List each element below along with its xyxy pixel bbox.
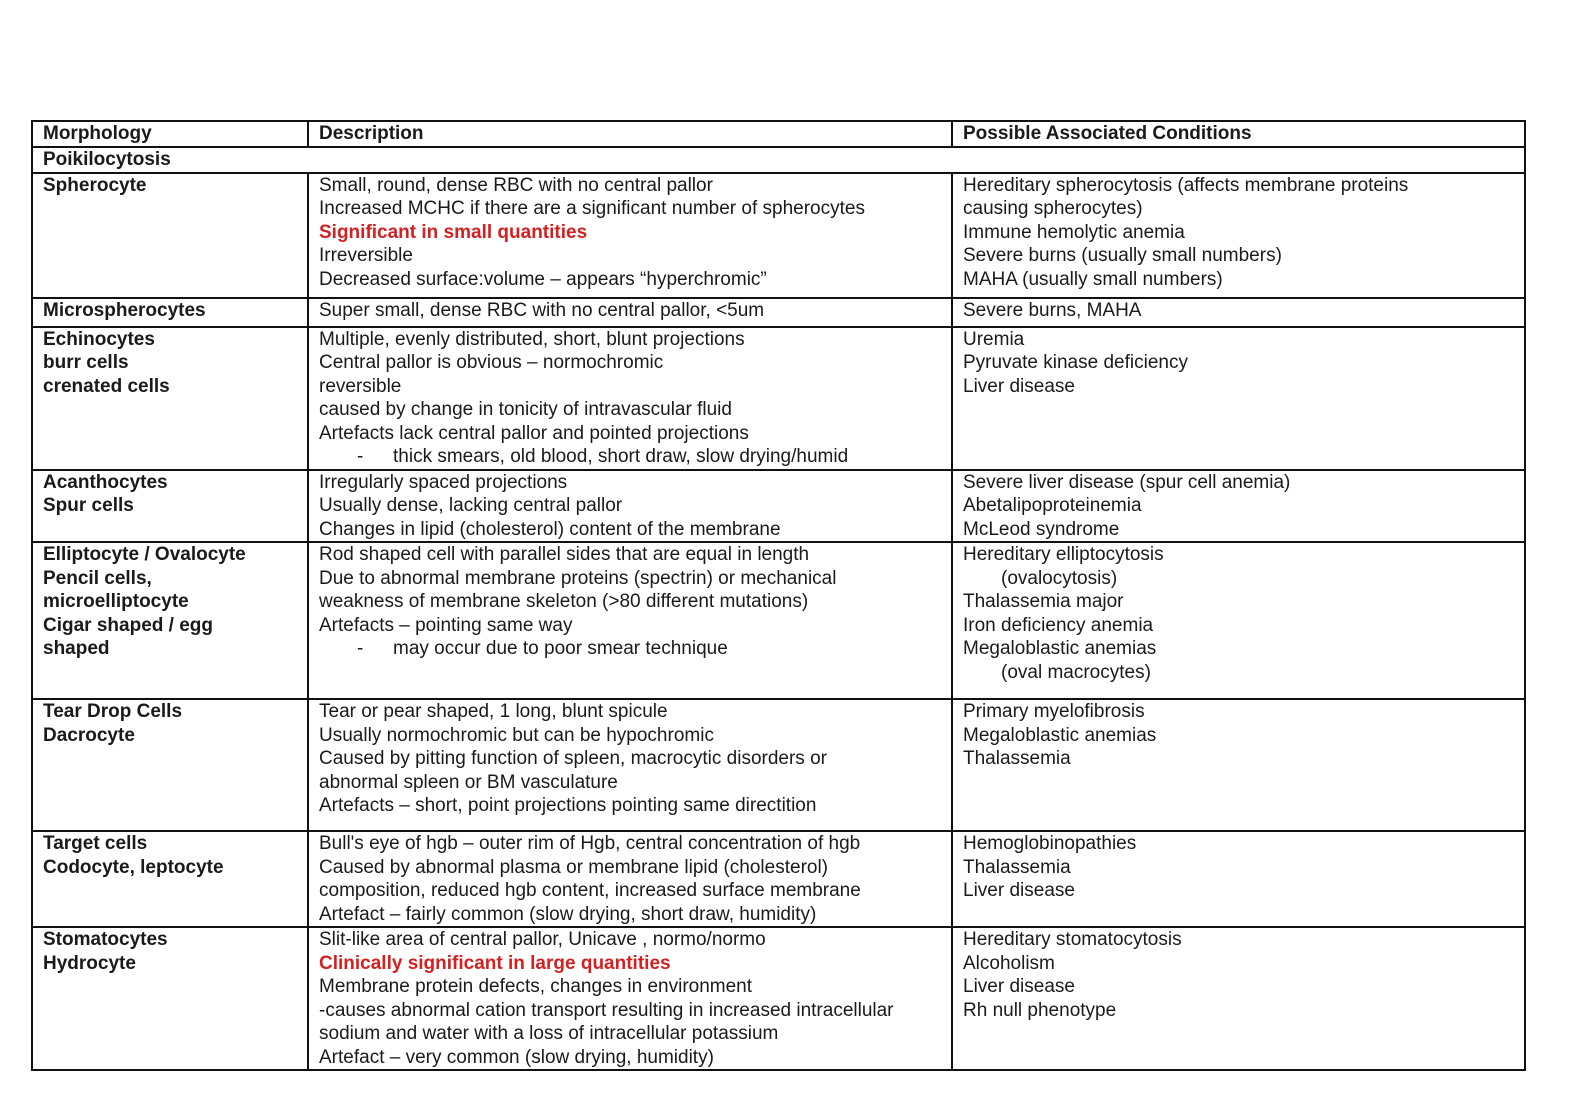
description-line: caused by change in tonicity of intravascular fluid	[319, 399, 732, 420]
header-description: Description	[308, 121, 952, 147]
morphology-name: Spherocyte	[43, 174, 147, 196]
condition-line: MAHA (usually small numbers)	[963, 268, 1223, 290]
conditions-cell	[952, 298, 1525, 327]
condition-line: Hereditary stomatocytosis	[963, 929, 1182, 950]
morphology-name: Cigar shaped / egg	[43, 614, 213, 636]
description-line: Due to abnormal membrane proteins (spectrin) or mechanical	[319, 567, 837, 589]
condition-line: McLeod syndrome	[963, 518, 1120, 540]
table-row	[32, 831, 1525, 927]
description-line: Artefact – fairly common (slow drying, short draw, humidity)	[319, 903, 817, 925]
description-line: Artefacts – pointing same way	[319, 614, 573, 636]
description-line: composition, reduced hgb content, increased surface membrane	[319, 880, 861, 901]
morphology-cell	[32, 470, 308, 543]
condition-line: Immune hemolytic anemia	[963, 221, 1185, 243]
condition-line: causing spherocytes)	[963, 198, 1143, 219]
description-line: abnormal spleen or BM vasculature	[319, 771, 618, 793]
description-cell	[308, 927, 952, 1070]
morphology-cell	[32, 699, 308, 831]
morphology-name: Tear Drop Cells	[43, 701, 183, 722]
condition-line: Hereditary elliptocytosis	[963, 544, 1164, 565]
description-line: Multiple, evenly distributed, short, blunt projections	[319, 328, 745, 350]
condition-line: Severe burns, MAHA	[963, 299, 1142, 321]
morphology-name: Target cells	[43, 833, 148, 854]
condition-line: Liver disease	[963, 375, 1075, 397]
description-line: Membrane protein defects, changes in environment	[319, 976, 753, 997]
conditions-cell	[952, 173, 1525, 298]
table-row	[32, 298, 1525, 327]
condition-line: Thalassemia	[963, 856, 1071, 878]
condition-line: Hemoglobinopathies	[963, 833, 1137, 854]
description-line: Super small, dense RBC with no central pallor, <5um	[319, 299, 765, 321]
description-cell	[308, 699, 952, 831]
conditions-cell	[952, 470, 1525, 543]
description-cell	[308, 542, 952, 699]
description-line: Significant in small quantities	[319, 221, 588, 243]
table-row	[32, 327, 1525, 470]
description-line: Decreased surface:volume – appears “hyperchromic”	[319, 268, 767, 290]
conditions-cell	[952, 542, 1525, 699]
description-line: Small, round, dense RBC with no central pallor	[319, 174, 713, 196]
condition-line: Uremia	[963, 328, 1025, 350]
morphology-name: Elliptocyte / Ovalocyte	[43, 544, 246, 565]
condition-line: (ovalocytosis)	[1001, 567, 1118, 589]
table-row	[32, 470, 1525, 543]
description-cell	[308, 470, 952, 543]
morphology-name: Codocyte, leptocyte	[43, 856, 224, 878]
morphology-cell	[32, 831, 308, 927]
description-line: - thick smears, old blood, short draw, slow drying/humid	[319, 445, 943, 469]
condition-line: Primary myelofibrosis	[963, 701, 1145, 722]
morphology-name: Pencil cells,	[43, 567, 152, 589]
morphology-name: Microspherocytes	[43, 299, 206, 321]
description-line: Artefact – very common (slow drying, humidity)	[319, 1046, 714, 1068]
description-line: Tear or pear shaped, 1 long, blunt spicule	[319, 701, 668, 722]
description-cell	[308, 831, 952, 927]
description-line: -causes abnormal cation transport resulting in increased intracellular	[319, 999, 894, 1021]
description-line: Clinically significant in large quantities	[319, 952, 671, 974]
condition-line: (oval macrocytes)	[1001, 661, 1151, 683]
condition-line: Iron deficiency anemia	[963, 614, 1154, 636]
description-line: Rod shaped cell with parallel sides that are equal in length	[319, 544, 810, 565]
condition-line: Liver disease	[963, 880, 1075, 901]
description-line: Usually normochromic but can be hypochromic	[319, 724, 714, 746]
table-row	[32, 542, 1525, 699]
condition-line: Thalassemia	[963, 748, 1071, 769]
morphology-name: crenated cells	[43, 375, 170, 397]
morphology-name: Echinocytes	[43, 328, 155, 350]
description-line: Usually dense, lacking central pallor	[319, 495, 623, 516]
morphology-table	[31, 120, 1526, 1071]
morphology-cell	[32, 927, 308, 1070]
morphology-cell	[32, 298, 308, 327]
conditions-cell	[952, 699, 1525, 831]
condition-line: Severe burns (usually small numbers)	[963, 245, 1282, 266]
description-line: Changes in lipid (cholesterol) content of the membrane	[319, 518, 781, 540]
description-line: Irreversible	[319, 245, 413, 266]
condition-line: Hereditary spherocytosis (affects membrane proteins	[963, 174, 1409, 196]
description-line: Caused by pitting function of spleen, macrocytic disorders or	[319, 748, 827, 769]
conditions-cell	[952, 327, 1525, 470]
condition-line: Megaloblastic anemias	[963, 724, 1157, 746]
header-row	[32, 121, 1525, 147]
morphology-name: Spur cells	[43, 495, 134, 516]
morphology-name: microelliptocyte	[43, 591, 189, 612]
description-line: Caused by abnormal plasma or membrane lipid (cholesterol)	[319, 856, 829, 878]
condition-line: Megaloblastic anemias	[963, 638, 1157, 659]
table-row	[32, 173, 1525, 298]
description-cell	[308, 327, 952, 470]
description-line: Artefacts – short, point projections pointing same directition	[319, 795, 817, 816]
morphology-name: shaped	[43, 638, 110, 659]
conditions-cell	[952, 831, 1525, 927]
description-line: Central pallor is obvious – normochromic	[319, 352, 664, 373]
morphology-name: Acanthocytes	[43, 471, 168, 493]
condition-line: Abetalipoproteinemia	[963, 495, 1142, 516]
description-line: reversible	[319, 375, 402, 397]
conditions-cell	[952, 927, 1525, 1070]
condition-line: Alcoholism	[963, 952, 1055, 974]
morphology-name: Stomatocytes	[43, 929, 168, 950]
description-line: Increased MCHC if there are a significant number of spherocytes	[319, 198, 865, 219]
section-title: Poikilocytosis	[32, 147, 1525, 173]
description-cell	[308, 173, 952, 298]
description-line: Irregularly spaced projections	[319, 471, 568, 493]
description-line: sodium and water with a loss of intracellular potassium	[319, 1023, 779, 1044]
description-line: Bull's eye of hgb – outer rim of Hgb, central concentration of hgb	[319, 833, 861, 854]
header-conditions: Possible Associated Conditions	[952, 121, 1525, 147]
description-line: - may occur due to poor smear technique	[319, 637, 943, 661]
section-row	[32, 147, 1525, 173]
description-line: Artefacts lack central pallor and pointed projections	[319, 422, 749, 444]
morphology-name: burr cells	[43, 352, 129, 373]
table-row	[32, 699, 1525, 831]
morphology-name: Hydrocyte	[43, 952, 136, 974]
condition-line: Thalassemia major	[963, 591, 1124, 612]
morphology-cell	[32, 173, 308, 298]
description-cell	[308, 298, 952, 327]
table-row	[32, 927, 1525, 1070]
condition-line: Rh null phenotype	[963, 999, 1117, 1021]
morphology-name: Dacrocyte	[43, 724, 135, 746]
header-morphology: Morphology	[32, 121, 308, 147]
condition-line: Pyruvate kinase deficiency	[963, 352, 1188, 373]
condition-line: Liver disease	[963, 976, 1075, 997]
morphology-cell	[32, 542, 308, 699]
morphology-cell	[32, 327, 308, 470]
description-line: Slit-like area of central pallor, Unicave , normo/normo	[319, 929, 766, 950]
condition-line: Severe liver disease (spur cell anemia)	[963, 471, 1291, 493]
description-line: weakness of membrane skeleton (>80 different mutations)	[319, 591, 809, 612]
